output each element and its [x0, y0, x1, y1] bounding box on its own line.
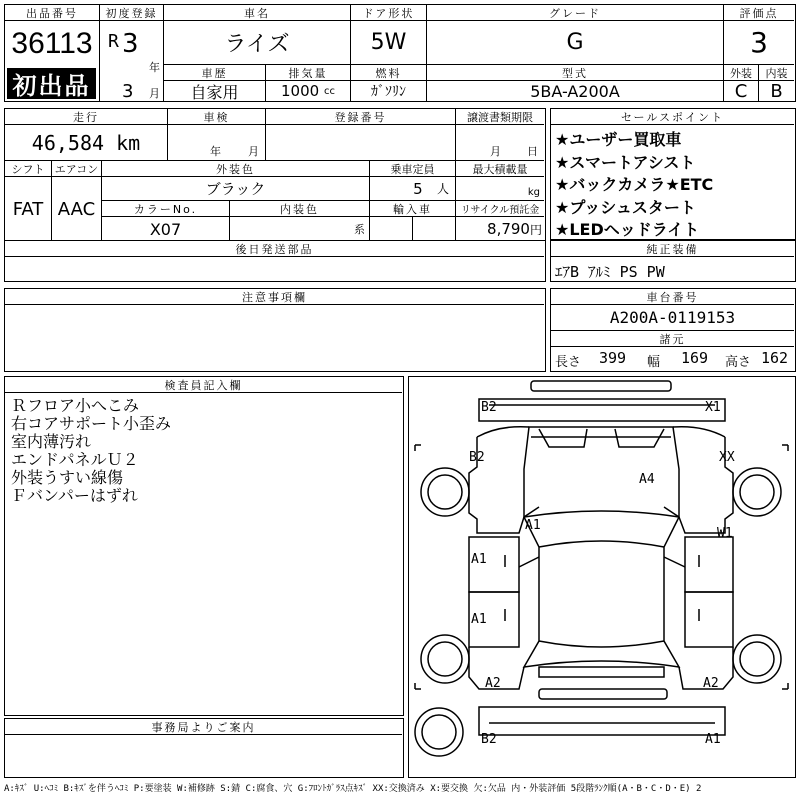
transfer-day-unit: 日 — [527, 145, 538, 158]
mark-fender-left: B2 — [469, 450, 485, 465]
int-score: B — [770, 81, 783, 101]
mark-bumper-left: B2 — [481, 732, 497, 747]
displacement: 1000 — [281, 82, 320, 100]
car-outline-drawing — [409, 377, 794, 776]
reg-month: 3 — [122, 81, 134, 102]
reg-year: 3 — [122, 29, 139, 59]
recycle-amount: 8,790 — [487, 220, 530, 238]
sales-point-item: ★LEDヘッドライト — [555, 220, 700, 239]
recycle-label: リサイクル預託金 — [456, 201, 544, 217]
history-label: 車歴 — [164, 65, 266, 81]
equipment-label: 純正装備 — [551, 241, 794, 257]
import-cell-b — [413, 217, 456, 241]
fuel: ｶﾞｿﾘﾝ — [351, 81, 427, 101]
inspector-note: 右コアサポート小歪み — [11, 414, 172, 433]
shift-label: シフト — [5, 161, 52, 177]
office-block — [4, 718, 404, 778]
ac: AAC — [52, 177, 102, 241]
history: 自家用 — [164, 81, 266, 101]
dimensions-label: 諸元 — [551, 331, 794, 347]
mark-rear-right: A2 — [703, 676, 719, 691]
inspector-note: 外装うすい線傷 — [11, 468, 124, 487]
disp-label: 排気量 — [266, 65, 351, 81]
legend: A:ｷｽﾞ U:ﾍｺﾐ B:ｷｽﾞを伴うﾍｺﾐ P:要塗装 W:補修跡 S:錆 C:腐食、穴 G:ﾌﾛﾝﾄｶﾞﾗｽ点ｷｽﾞ XX:交換済み X:要交換 欠:欠品 内・外装評価 5段階ﾗﾝｸ順(A・B・C・D・E) 2 — [4, 784, 702, 794]
shift: FAT — [5, 177, 52, 241]
regno-cell — [266, 125, 456, 161]
caution-label: 注意事項欄 — [5, 289, 544, 305]
chassis-number: A200A-0119153 — [551, 305, 794, 331]
office-label: 事務局よりご案内 — [5, 719, 402, 735]
load-unit: kg — [527, 187, 540, 198]
reg-month-unit: 月 — [149, 87, 160, 100]
lot-number: 36113 — [5, 21, 100, 67]
import-cell-a — [370, 217, 413, 241]
equipment-block — [550, 240, 796, 282]
grade: G — [427, 21, 724, 65]
chassis-label: 車台番号 — [551, 289, 794, 305]
load-cell — [456, 177, 544, 201]
capacity: 5 — [413, 179, 423, 198]
ext-label: 外装 — [724, 65, 759, 81]
mark-door-fr: W1 — [717, 526, 733, 541]
sales-point-item: ★スマートアシスト — [555, 152, 696, 172]
inspector-note: エンドパネルＵ２ — [11, 450, 139, 469]
sales-point-item: ★バックカメラ★ETC — [555, 175, 714, 194]
model-label: 型式 — [427, 65, 724, 81]
mark-front-right: X1 — [705, 400, 721, 415]
mark-bumper-right: A1 — [705, 732, 721, 747]
first-listing-badge: 初出品 — [7, 68, 96, 99]
insp-month-unit: 月 — [248, 145, 259, 158]
door-label: ドア形状 — [351, 5, 427, 21]
inspector-label: 検査員記入欄 — [5, 377, 402, 393]
door-type: 5W — [351, 21, 427, 65]
reg-label: 初度登録 — [100, 5, 164, 21]
height-label: 高さ — [725, 355, 752, 370]
capacity-cell — [370, 177, 456, 201]
recycle-cell — [456, 217, 544, 241]
reg-era: R — [108, 31, 119, 52]
name-label: 車名 — [164, 5, 351, 21]
height: 162 — [761, 349, 789, 367]
score: 3 — [724, 21, 794, 65]
inspector-note: Ｆバンパーはずれ — [11, 486, 138, 505]
width: 169 — [681, 349, 709, 367]
mark-front-left: B2 — [481, 400, 497, 415]
lot-label: 出品番号 — [5, 5, 100, 21]
load-label: 最大積載量 — [456, 161, 544, 177]
later-parts-block — [4, 240, 546, 282]
equipment-value: ｴｱB ｱﾙﾐ PS PW — [555, 263, 665, 281]
sales-points-block — [550, 108, 796, 240]
inspector-block — [4, 376, 404, 716]
reg-year-unit: 年 — [149, 61, 160, 74]
recycle-unit: 円 — [529, 222, 542, 237]
model: 5BA-A200A — [427, 81, 724, 101]
chassis-block — [550, 288, 796, 372]
length: 399 — [599, 349, 627, 367]
regno-label: 登録番号 — [266, 109, 456, 125]
ac-label: エアコン — [52, 161, 102, 177]
fuel-label: 燃料 — [351, 65, 427, 81]
width-label: 幅 — [647, 355, 661, 370]
sales-point-item: ★プッシュスタート — [555, 197, 696, 217]
colorno-label: カラーNo. — [102, 201, 230, 217]
intcolor-label: 内装色 — [230, 201, 370, 217]
length-label: 長さ — [555, 355, 582, 370]
insp-year-unit: 年 — [210, 145, 221, 158]
transfer-month-unit: 月 — [490, 145, 501, 158]
car-name: ライズ — [164, 21, 351, 65]
spec-block — [4, 108, 546, 242]
lot-divider — [5, 67, 100, 101]
mileage-label: 走行 — [5, 109, 168, 125]
capacity-label: 乗車定員 — [370, 161, 456, 177]
color-number: X07 — [102, 217, 230, 241]
mileage: 46,584 — [31, 130, 105, 155]
header-block — [4, 4, 796, 102]
transfer-label: 譲渡書類期限 — [456, 109, 544, 125]
mark-door-rl: A1 — [471, 612, 487, 627]
capacity-unit: 人 — [436, 182, 449, 196]
intcolor-unit: 系 — [354, 223, 365, 236]
mark-windshield: A1 — [525, 518, 541, 533]
disp-unit: cc — [323, 85, 335, 97]
body-color: ブラック — [102, 177, 370, 201]
inspector-notes — [11, 397, 171, 505]
color-label: 外装色 — [102, 161, 370, 177]
int-label: 内装 — [759, 65, 794, 81]
mark-hood: A4 — [639, 472, 655, 487]
sales-points-label: セールスポイント — [551, 109, 794, 125]
car-diagram — [408, 376, 796, 778]
disp-cell — [266, 81, 351, 101]
later-parts-label: 後日発送部品 — [5, 241, 544, 257]
inspection-label: 車検 — [168, 109, 266, 125]
mileage-unit: km — [116, 130, 141, 155]
mark-fender-right: XX — [719, 450, 735, 465]
mark-door-fl: A1 — [471, 552, 487, 567]
import-label: 輸入車 — [370, 201, 456, 217]
inspector-note: 室内薄汚れ — [11, 432, 92, 451]
caution-block — [4, 288, 546, 372]
mileage-cell — [5, 125, 168, 161]
sales-point-item: ★ユーザー買取車 — [555, 130, 682, 149]
inspector-note: Ｒフロア小へこみ — [11, 396, 140, 415]
intcolor-cell — [230, 217, 370, 241]
sales-points-list — [555, 129, 713, 242]
grade-label: グレード — [427, 5, 724, 21]
mark-rear-left: A2 — [485, 676, 501, 691]
ext-score: C — [724, 81, 759, 101]
score-label: 評価点 — [724, 5, 794, 21]
